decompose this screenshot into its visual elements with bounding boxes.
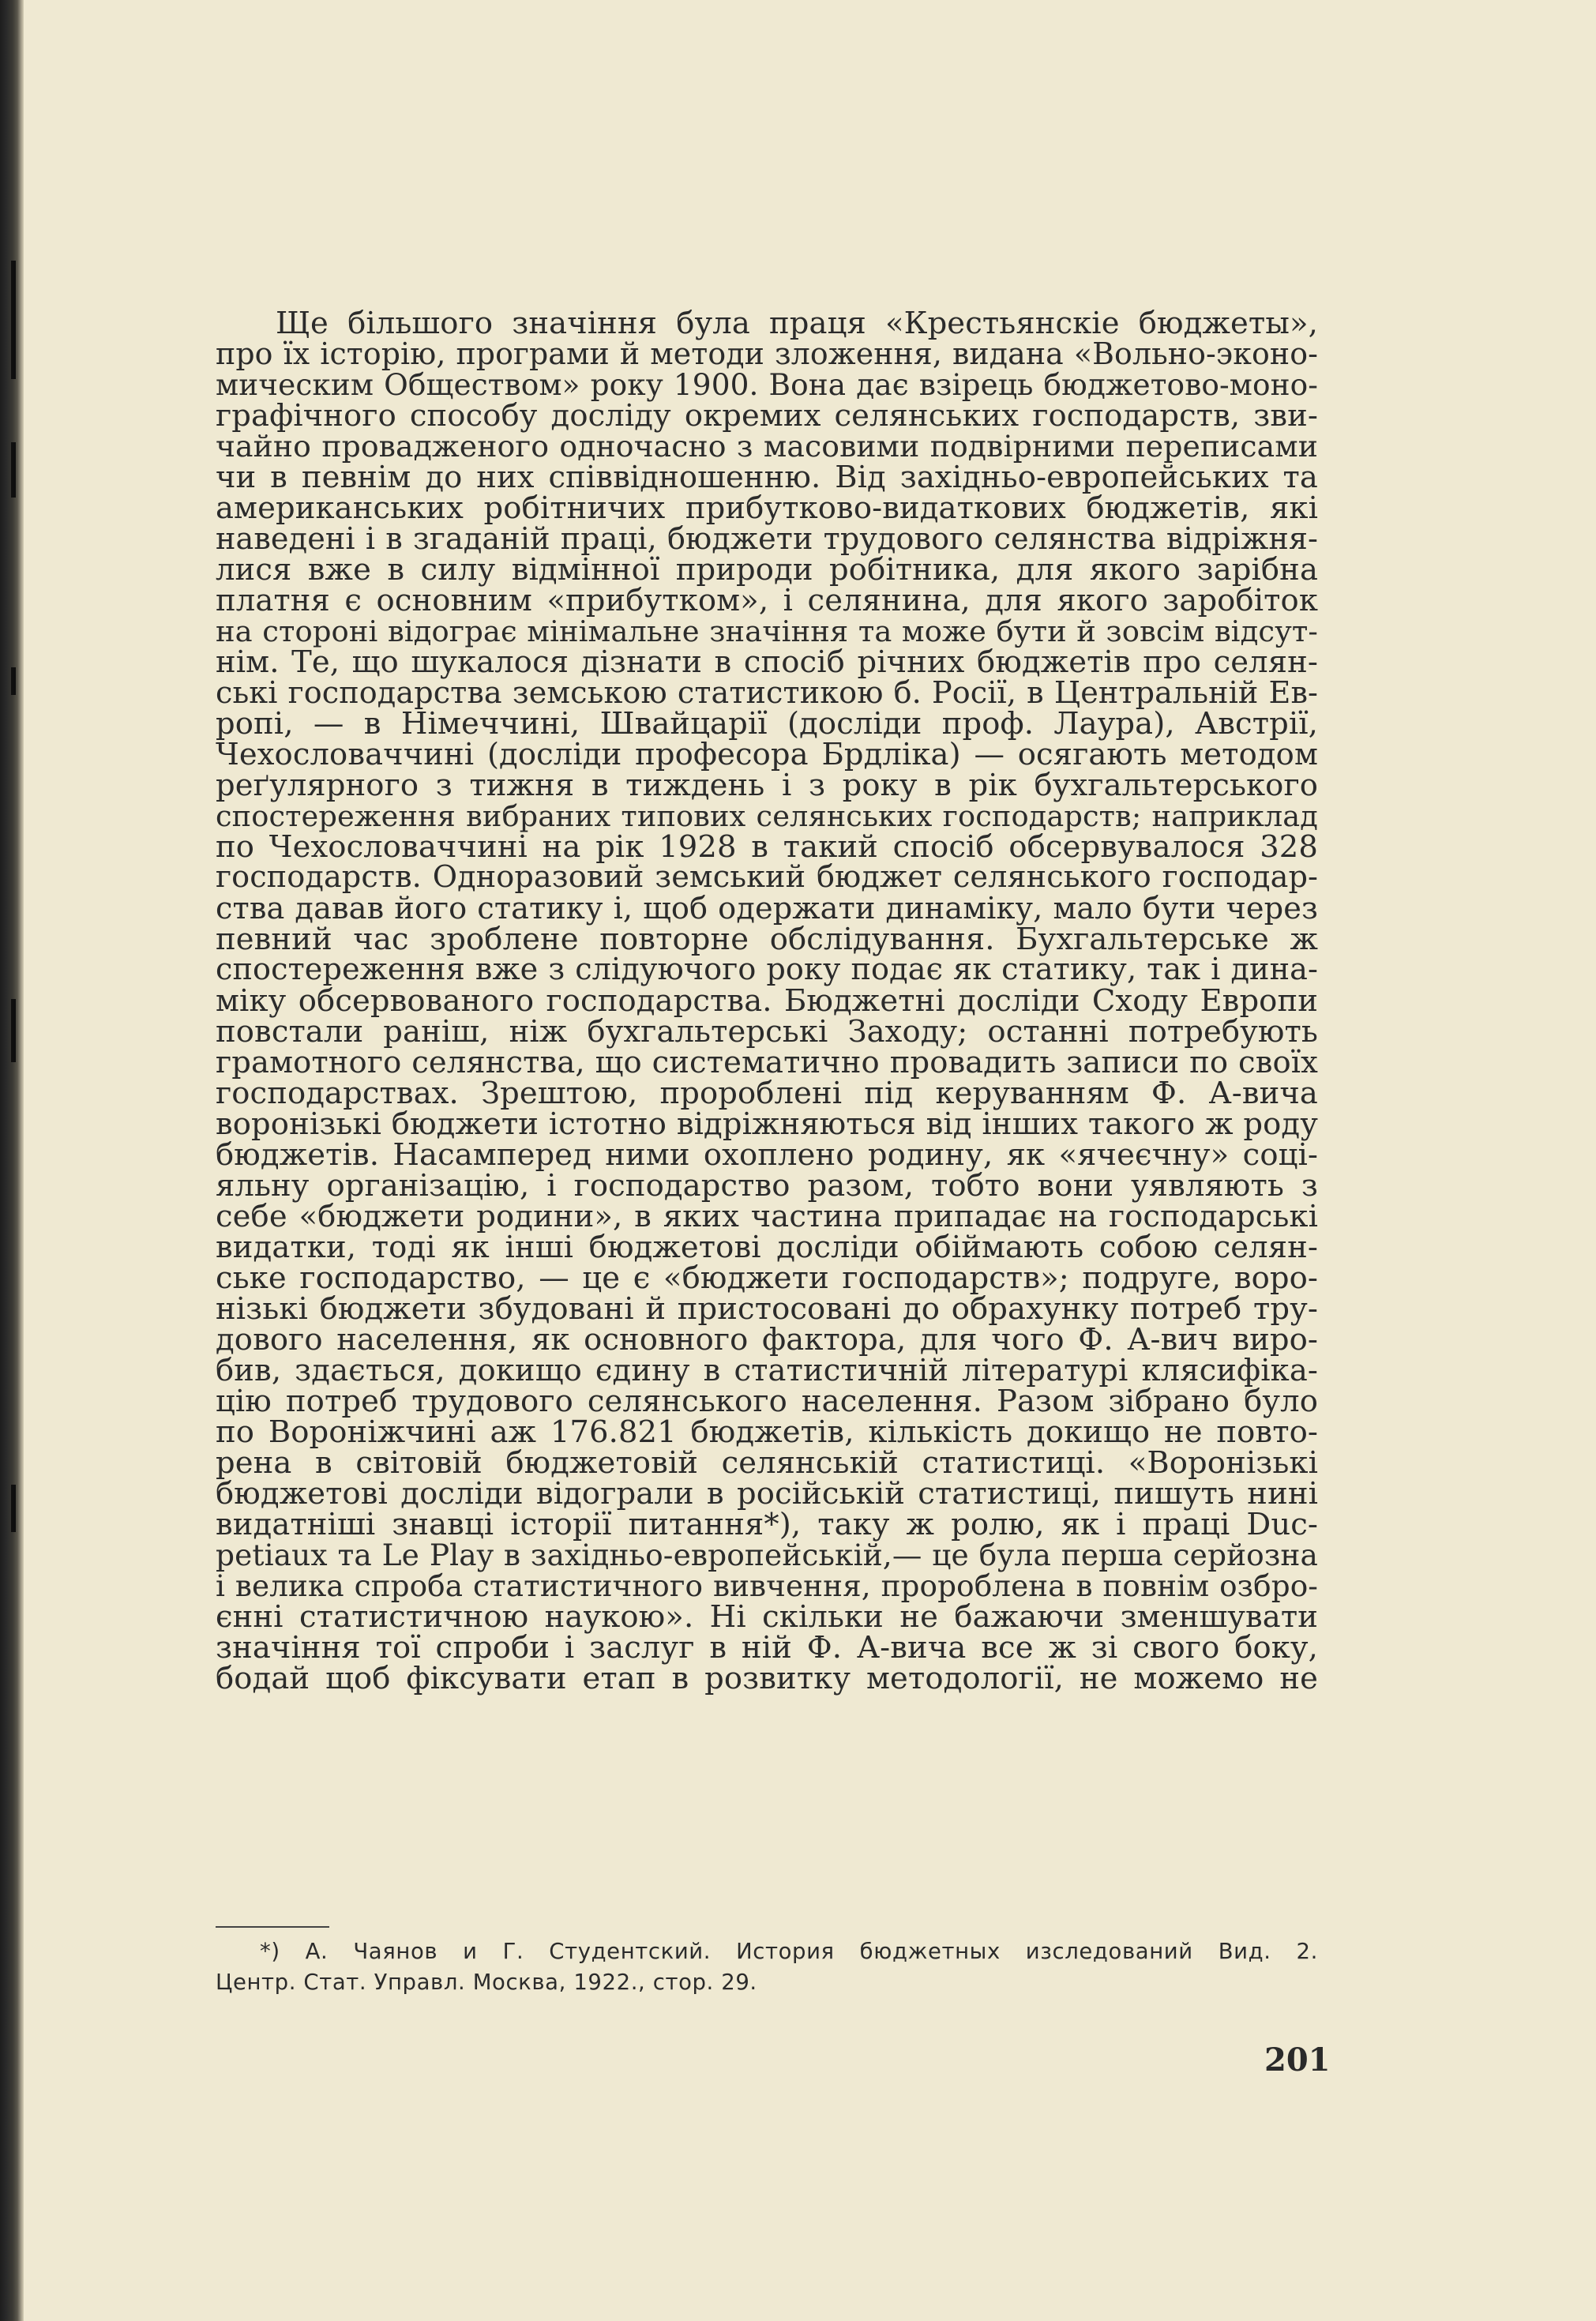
text-line: господарствах. Зрештою, пророблені під керуванням Ф. А-вича [216,1076,1318,1111]
text-line: Ще більшого значіння була праця «Крестьянскіе бюджеты», [276,306,1318,341]
text-line: платня є основним «прибутком», і селянина, для якого заробіток [216,583,1318,618]
text-line: на стороні відограє мінімальне значіння та може бути й зовсім відсут- [216,614,1318,648]
binding-mark [11,667,16,695]
text-line: чи в певнім до них співвідношенню. Від західньо-европейських та [216,460,1318,495]
page-number: 201 [1264,2041,1331,2079]
text-line: Чехословаччині (досліди професора Брдліка) — осягають методом [216,737,1318,772]
text-line: видатніші знавці історії питання*), таку ж ролю, як і праці Duc- [216,1507,1318,1542]
text-line: графічного способу досліду окремих селянських господарств, зви- [216,398,1318,434]
text-line: грамотного селянства, що систематично провадить записи по своїх [216,1045,1318,1080]
text-line: видатки, тоді як інші бюджетові досліди обіймають собою селян- [216,1230,1318,1265]
binding-edge [0,0,24,2321]
text-line: нізькі бюджети збудовані й пристосовані до обрахунку потреб тру- [216,1291,1318,1327]
text-line: мическим Обществом» року 1900. Вона дає взірець бюджетово-моно- [216,367,1318,402]
binding-mark [11,442,16,498]
footnote-line: Центр. Стат. Управл. Москва, 1922., стор. 29. [216,1970,757,1995]
text-line: ське господарство, — це є «бюджети господарств»; подруге, воро- [216,1260,1318,1296]
text-line: спостереження вже з слідуючого року подає як статику, так і дина- [216,952,1318,987]
text-line: значіння тої спроби і заслуг в ній Ф. А-вича все ж зі свого боку, [216,1630,1318,1666]
text-line: міку обсервованого господарства. Бюджетні досліди Сходу Европи [216,983,1318,1019]
text-line: воронізькі бюджети істотно відріжняються від інших такого ж роду [216,1106,1318,1142]
text-line: певний час зроблене повторне обслідування. Бухгальтерське ж [216,922,1318,957]
text-line: єнні статистичною наукою». Ні скільки не бажаючи зменшувати [216,1599,1318,1635]
binding-mark [11,999,16,1062]
binding-mark [11,1485,16,1532]
text-line: дового населення, як основного фактора, для чого Ф. А-вич виро- [216,1322,1318,1358]
text-line: по Вороніжчині аж 176.821 бюджетів, кількість докищо не повто- [216,1414,1318,1450]
binding-mark [11,261,16,379]
text-line: нім. Те, що шукалося дізнати в спосіб річних бюджетів про селян- [216,644,1318,680]
text-line: ські господарства земською статистикою б. Росії, в Центральній Ев- [216,675,1318,710]
text-line: повстали раніш, ніж бухгальтерські Заходу; останні потребують [216,1014,1318,1050]
text-line: бодай щоб фіксувати етап в розвитку методології, не можемо не [216,1661,1318,1696]
text-line: бив, здається, докищо єдину в статистичній літературі клясифіка- [216,1353,1318,1388]
text-line: рена в світовій бюджетовій селянській статистиці. «Воронізькі [216,1445,1318,1481]
text-line: реґулярного з тижня в тиждень і з року в рік бухгальтерського [216,768,1318,803]
text-line: і велика спроба статистичного вивчення, пророблена в повнім озбро- [216,1568,1318,1603]
footnote-rule [216,1926,329,1928]
text-line: чайно провадженого одночасно з масовими подвірними переписами [216,429,1318,464]
text-line: по Чехословаччині на рік 1928 в такий спосіб обсервувалося 328 [216,829,1318,865]
footnote [216,1936,1318,1998]
body-paragraph [216,308,1318,1694]
text-line: господарств. Одноразовий земський бюджет селянського господар- [216,860,1318,895]
text-line: наведені і в згаданій праці, бюджети трудового селянства відріжня- [216,521,1318,556]
text-line: спостереження вибраних типових селянських господарств; наприклад [216,799,1318,833]
text-line: американських робітничих прибутково-видаткових бюджетів, які [216,490,1318,526]
text-line: petiaux та Le Play в західньо-европейській,— це була перша серйозна [216,1538,1318,1572]
footnote-line: *) А. Чаянов и Г. Студентский. История бюджетных изследований Вид. 2. [260,1939,1318,1964]
text-line: лися вже в силу відмінної природи робітника, для якого зарібна [216,552,1318,588]
text-line: про їх історію, програми й методи зложення, видана «Вольно-эконо- [216,336,1318,371]
text-line: бюджетові досліди відограли в російській статистиці, пишуть нині [216,1476,1318,1512]
text-line: себе «бюджети родини», в яких частина припадає на господарські [216,1199,1318,1234]
text-line: бюджетів. Насамперед ними охоплено родину, як «ячеєчну» соці- [216,1137,1318,1173]
text-line: ропі, — в Німеччині, Швайцарії (досліди проф. Лаура), Австрії, [216,706,1318,742]
text-line: ства давав його статику і, щоб одержати динаміку, мало бути через [216,891,1318,926]
text-line: цію потреб трудового селянського населення. Разом зібрано було [216,1384,1318,1419]
text-line: яльну організацію, і господарство разом, тобто вони уявляють з [216,1168,1318,1204]
